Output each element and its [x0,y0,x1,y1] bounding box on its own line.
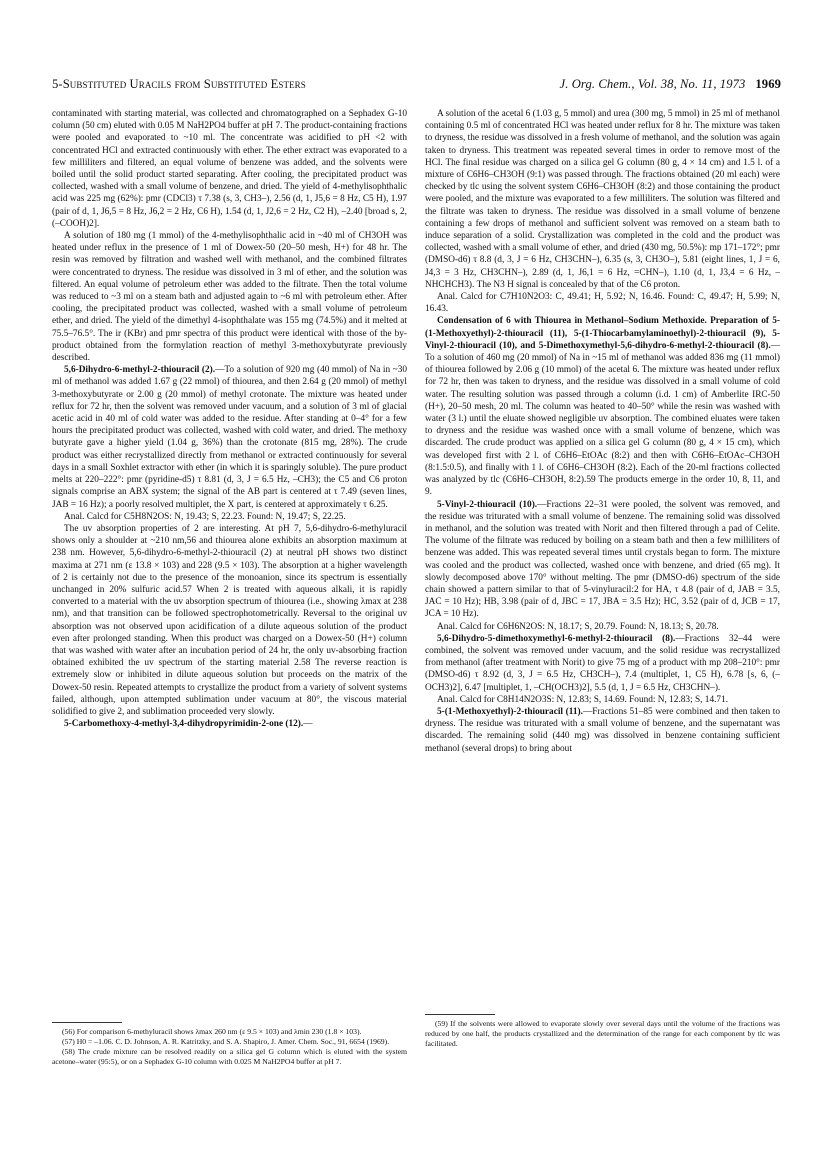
footnotes [52,1027,407,1067]
footnote: (57) H0 = –1.06. C. D. Johnson, A. R. Katritzky, and S. A. Shapiro, J. Amer. Chem. Soc., 91, 6654 (1969). [62,1037,390,1046]
section-heading: 5,6-Dihydro-5-dimethoxymethyl-6-methyl-2-thiouracil (8). [437,633,676,644]
footnote: (58) The crude mixture can be resolved readily on a silica gel G column which is eluted with the system acetone–water (95:5), or on a Sephadex G-10 column with 0.025 M NaH2PO4 buffer at pH 7. [52,1047,407,1066]
page-header [52,77,781,97]
running-title: 5-Substituted Uracils from Substituted Esters [52,77,306,91]
section-heading: 5,6-Dihydro-6-methyl-2-thiouracil (2). [64,365,216,376]
section-heading: Condensation of 6 with Thiourea in Methanol–Sodium Methoxide. Preparation of 5-(1-Methoxyethyl)-2-thiouracil (11), 5-(1-Thiocarbamylaminoethyl)-2-thiouracil (9), 5-Vinyl-2-thiouracil (10), and 5-Dimethoxymethyl-5,6-dihydro-6-methyl-2-thiouracil (8). [425,316,780,351]
right-column-body [425,108,780,1008]
analysis: Anal. Calcd for C5H8N2OS: N, 19.43; S, 22.23. Found: N, 19.47; S, 22.25. [64,511,346,522]
footnote: (56) For comparison 6-methyluracil shows λmax 260 nm (ε 9.5 × 103) and λmin 230 (1.8 × 103). [62,1027,362,1036]
left-column [52,108,407,1067]
paragraph: A solution of the acetal 6 (1.03 g, 5 mmol) and urea (300 mg, 5 mmol) in 25 ml of methanol containing 0.5 ml of concentrated HCl was heated under reflux for 8 hr. The mixture was taken to dryness, the residue was dissolved in a fresh volume of methanol, and the solution was again taken to dryness. This treatment was repeated several times in order to remove most of the HCl. The final residue was charged on a silica gel G column (80 g, 4 × 14 cm) and 1.5 l. of a mixture of C6H6–CH3OH (9:1) was passed through. The fractions obtained (20 ml each) were checked by tlc using the solvent system C6H6–CH3OH (8:2) and those containing the product were pooled, and the mixture was evaporated to a few milliliters. The solution was filtered and the filtrate was taken to dryness. The residue was dissolved in a small volume of benzene containing a few drops of methanol and sufficient solvent was removed on a steam bath to induce separation of a solid. Crystallization was completed in the cold and the product was collected, washed with a small volume of ether, and dried (430 mg, 50.5%): mp 171–172°; pmr (DMSO-d6) τ 8.8 (d, 3, J = 6 Hz, CH3CHN–), 6.35 (s, 3, CH3O–), 5.81 (eight lines, 1, J = 6, J4,3 = 3 Hz, CH3CHN–), 2.89 (d, 1, J6,1 = 6 Hz, =CHN–), 1.10 (d, 1, J3,4 = 6 Hz, –NHCHCH3). The N3 H signal is concealed by that of the C6 proton. [425,109,780,290]
section-paragraph [52,718,407,730]
section-text: — [303,719,313,730]
footnote-rule [425,1014,495,1015]
journal-citation [560,77,781,92]
section-text: —To a solution of 460 mg (20 mmol) of Na in ~15 ml of methanol was added 836 mg (11 mmol) of thiourea followed by 2.06 g (10 mmol) of the acetal 6. The mixture was heated under reflux for 72 hr, then was taken to dryness, and the residue was dissolved in a small volume of cold water. The resulting solution was passed through a column (i.d. 1 cm) of Amberlite IRC-50 (H+), 20–50 mesh, 20 ml. The column was heated to 40–50° while the resin was washed with water (3 l.) until the eluate showed negligible uv absorption. The combined eluates were taken to dryness and the residue was washed once with a small volume of benzene, which was discarded. The crude product was applied on a silica gel G column (80 g, 4 × 15 cm), which was developed first with 2 l. of C6H6–EtOAc (8:2) and then with C6H6–EtOAc–CH3OH (8:1.5:0.5), and finally with 1 l. of C6H6–CH3OH (8:2). Each of the 20-ml fractions collected was analyzed by tlc (C6H6–CH3OH, 8:2).59 The products emerge in the order 10, 8, 11, and 9. [425,340,780,498]
section-text: —Fractions 22–31 were pooled, the solvent was removed, and the residue was triturated with a small volume of benzene. The remaining solid was dissolved in methanol, and the solution was treated with Norit and then filtered through a pad of Celite. The volume of the filtrate was reduced by boiling on a steam bath and then a few milliliters of benzene was added. This was repeated several times until crystals began to form. The mixture was cooled and the product was collected, washed once with benzene, and dried (65 mg). It slowly decomposed above 170° without melting. The pmr (DMSO-d6) spectrum of the side chain showed a pattern similar to that of 5-vinyluracil:2 for HA, τ 4.8 (pair of d, JAB = 3.5, JAC = 10 Hz); HB, 3.98 (pair of d, JBC = 17, JBA = 3.5 Hz); HC, 3.52 (pair of d, JCB = 17, JCA = 10 Hz). [425,499,780,620]
section-paragraph [425,499,780,621]
section-text: —Fractions 32–44 were combined, the solvent was removed under vacuum, and the solid residue was recrystallized from methanol (after treatment with Norit) to give 75 mg of a product with mp 208–210°: pmr (DMSO-d6) τ 8.92 (d, 3, J = 6.5 Hz, CH3CH–), 7.4 (multiplet, 1, C5 H), 6.78 [s, 6, (–OCH3)2], 6.47 [multiplet, 1, –CH(OCH3)2], 5.5 (d, 1, J = 6.5 Hz, CH3CHN–). [425,633,780,693]
section-text: —Fractions 51–85 were combined and then taken to dryness. The residue was triturated with a small volume of benzene, and the supernatant was discarded. The remaining solid (440 mg) was dissolved in benzene containing sufficient methanol (several drops) to bring about [425,706,780,754]
footnote: (59) If the solvents were allowed to evaporate slowly over several days until the volume of the fractions was reduced by one half, the products crystallized and the determination of the range for each component by tlc was facilitated. [425,1019,780,1048]
paragraph: A solution of 180 mg (1 mmol) of the 4-methylisophthalic acid in ~40 ml of CH3OH was heated under reflux in the presence of 1 ml of Dowex-50 (20–50 mesh, H+) for 48 hr. The resin was removed by filtration and washed well with methanol, and the combined filtrates were concentrated to dryness. The residue was dissolved in 3 ml of ether, and the solution was filtered. An equal volume of petroleum ether was added to the filtrate. Then the total volume was reduced to ~3 ml on a steam bath and adjusted again to ~6 ml with petroleum ether. After cooling, the precipitated product was collected, washed with a small volume of petroleum ether, and dried. The yield of the dimethyl 4-isophthalate was 155 mg (74.5%) and it melted at 75.5–76.5°. The ir (KBr) and pmr spectra of this product were identical with those of the by-product obtained from the formylation reaction of methyl 3-methoxybutyrate previously described. [52,231,407,364]
footnotes [425,1019,780,1049]
section-heading: 5-Vinyl-2-thiouracil (10). [437,499,538,510]
section-paragraph [425,633,780,694]
paragraph: The uv absorption properties of 2 are interesting. At pH 7, 5,6-dihydro-6-methyluracil shows only a shoulder at ~210 nm,56 and thiourea alone exhibits an absorption maximum at 238 nm. However, 5,6-dihydro-6-methyl-2-thiouracil (2) at neutral pH shows two distinct maxima at 271 nm (ε 13.8 × 103) and 228 (9.5 × 103). The absorption at a higher wavelength of 2 is certainly not due to the presence of the monoanion, since its spectrum is essentially unchanged in 20% sulfuric acid.57 When 2 is treated with aqueous alkali, it is rapidly converted to a material with the uv absorption spectrum of thiourea (i.e., showing λmax at 238 nm), and that transition can be followed spectrophotometrically. Reversal to the original uv absorption was not observed upon acidification of a dilute aqueous solution of the product even after prolonged standing. When this product was charged on a Dowex-50 (H+) column that was washed with water after an incubation period of 24 hr, the only uv-absorbing fraction obtained exhibited the uv spectrum of the starting material 2.58 The reverse reaction is extremely slow or inhibited in dilute aqueous solution but proceeds on the matrix of the Dowex-50 resin. Repeated attempts to crystallize the product from a variety of solvent systems failed, although, upon attempted sublimation under vacuum at 80°, the viscous material solidified to give 2, and sublimation proceeded very slowly. [52,523,407,717]
section-heading: 5-(1-Methoxyethyl)-2-thiouracil (11). [437,706,583,717]
section-paragraph [52,364,407,510]
footnote-rule [52,1022,122,1023]
left-column-body [52,108,407,1016]
paragraph: contaminated with starting material, was collected and chromatographed on a Sephadex G-10 column (50 cm) eluted with 0.05 M NaH2PO4 buffer at pH 7. The product-containing fractions were pooled and evaporated to ~10 ml. The concentrate was acidified to pH <2 with concentrated HCl and extracted continuously with ether. The ether extract was evaporated to a few milliliters and filtered, an equal volume of benzene was added, and the solvents were boiled until the solid product started separating. After cooling, the precipitated product was collected, washed with a small volume of benzene, and dried. The yield of 4-methylisophthalic acid was 225 mg (62%): pmr (CDCl3) τ 7.38 (s, 3, CH3–), 2.56 (d, 1, J5,6 = 8 Hz, C5 H), 1.97 (pair of d, 1, J6,5 = 8 Hz, J6,2 = 2 Hz, C6 H), 1.54 (d, 1, J2,6 = 2 Hz, C2 H), –2.40 [broad s, 2, (–COOH)2]. [52,109,407,229]
analysis: Anal. Calcd for C8H14N2O3S: N, 12.83; S, 14.69. Found: N, 12.83; S, 14.71. [437,694,729,705]
analysis: Anal. Calcd for C6H6N2OS: N, 18.17; S, 20.79. Found: N, 18.13; S, 20.78. [437,621,719,632]
section-heading: 5-Carbomethoxy-4-methyl-3,4-dihydropyrimidin-2-one (12). [64,719,304,730]
page-number: 1969 [755,77,781,91]
analysis: Anal. Calcd for C7H10N2O3: C, 49.41; H, 5.92; N, 16.46. Found: C, 49.47; H, 5.99; N, 16.43. [425,292,780,315]
section-paragraph [425,706,780,755]
journal-name: J. Org. Chem., Vol. 38, No. 11, 1973 [559,77,746,91]
section-paragraph [425,315,780,498]
section-text: —To a solution of 920 mg (40 mmol) of Na in ~30 ml of methanol was added 1.67 g (22 mmol) of thiourea, and then 2.64 g (20 mmol) of methyl 3-methoxybutyrate or 2.00 g (20 mmol) of methyl crotonate. The mixture was heated under reflux for 72 hr, then the solvent was removed under vacuum, and a solution of 3 ml of glacial acetic acid in 40 ml of cold water was added to the residue. After standing at 0–4° for a few hours the precipitated product was collected, washed with cold water, and dried. The methoxy butyrate gave a higher yield (1.04 g, 36%) than the crotonate (815 mg, 28%). The crude product was either recrystallized directly from methanol or extracted continuously for several days in a small Soxhlet extractor with ether (in which it is sparingly soluble). The pure product melts at 220–222°: pmr (pyridine-d5) τ 8.81 (d, 3, J = 6.5 Hz, –CH3); the C5 and C6 proton signals comprise an ABX system; the signal of the AB part is centered at τ 7.49 (seven lines, JAB = 16 Hz); a poorly resolved multiplet, the X part, is centered at approximately τ 6.25. [52,365,407,510]
right-column [425,108,780,1049]
